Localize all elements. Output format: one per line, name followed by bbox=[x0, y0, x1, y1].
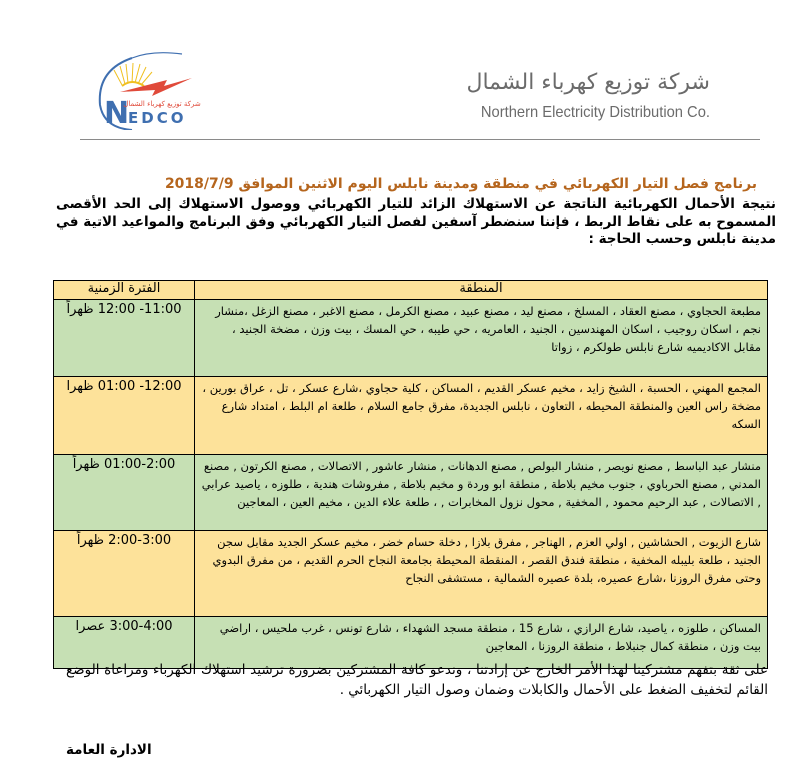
intro-paragraph: نتيجة الأحمال الكهربائية الناتجة عن الاستهلاك الزائد للتيار الكهربائي ووصول الاستهلاك إلى الحد الأقصى المسموح به على نقاط الربط ، فإننا سنضطر آسفين لفصل التيار الكهربائي وفق البرنامج والمواعيد الاتية في مدينة نابلس وحسب الحاجة : bbox=[56, 196, 776, 247]
table-header-row bbox=[54, 281, 768, 300]
document-title: برنامج فصل التيار الكهربائي في منطقة ومدينة نابلس اليوم الاثنين الموافق 2018/7/9 bbox=[164, 176, 758, 192]
time-cell: 01:00-2:00 ظهراً bbox=[54, 455, 195, 531]
company-name-arabic: شركة توزيع كهرباء الشمال bbox=[466, 70, 710, 95]
header-area: المنطقة bbox=[195, 281, 768, 300]
table-row bbox=[54, 300, 768, 377]
svg-text:EDCO: EDCO bbox=[128, 109, 187, 127]
sun-and-lightning-logo-icon bbox=[92, 50, 227, 130]
area-cell: شارع الزيوت , الحشاشين , اولي العزم , الهناجر , مفرق بلازا , دخلة حسام خضر ، مخيم عسكر الجديد مقابل سجن الجنيد ، طلعة بليبله المخفية ، منطقة فندق القصر ، المنقطة المحيطة بجامعة النجاح الحرم القديم ، من مفرق البدوي وحتى مفرق الروزنا ،شارع عصيره، بلدة عصيره الشمالية ، مستشفى النجاح bbox=[195, 531, 768, 617]
time-cell: 2:00-3:00 ظهراً bbox=[54, 531, 195, 617]
area-cell: المساكن ، طلوزه ، ياصيد، شارع الرازي ، شارع 15 ، منطقة مسجد الشهداء ، شارع تونس ، غرب ملحيس ، اراضي بيت وزن ، منطقة كمال جنبلاط ، منطقة الروزنا ، المعاجين bbox=[195, 617, 768, 669]
nedco-logo bbox=[92, 50, 227, 130]
table-row bbox=[54, 455, 768, 531]
time-cell: 3:00-4:00 عصرا bbox=[54, 617, 195, 669]
company-name-english: Northern Electricity Distribution Co. bbox=[480, 104, 710, 121]
time-cell: 12:00- 01:00 ظهرا bbox=[54, 377, 195, 455]
letterhead bbox=[80, 40, 760, 140]
svg-text:N: N bbox=[104, 96, 130, 130]
area-cell: مطبعة الحجاوي ، مصنع العقاد ، المسلخ ، مصنع ليد ، مصنع عبيد ، مصنع الكرمل ، مصنع الاغبر ، مصنع الزغل ،منشار نجم ، اسكان روجيب ، اسكان المهندسين ، الجنيد ، العامريه ، حي طيبه ، حي المسك ، بيت وزن ، مضخة الجنيد ، مقابل الاكاديميه شارع نابلس طولكرم ، زواتا bbox=[195, 300, 768, 377]
table-row bbox=[54, 377, 768, 455]
area-cell: منشار عبد الباسط , مصنع نويصر , منشار البولص , مصنع الدهانات , منشار عاشور , الاتصالات , مصنع الكرتون , مصنع المدني , مصنع الحرباوي ، جنوب مخيم بلاطة , منطقة ابو وردة و مخيم بلاطة , مفروشات هندية ، طلوزه ، ياصيد عرابي , الاتصالات , عبد الرحيم محمود , المخفية , محول نزول المخابرات , ، طلعة علاء الدين ، مخيم العين ، المعاجين bbox=[195, 455, 768, 531]
header-divider bbox=[80, 139, 760, 140]
closing-paragraph: على ثقة بتفهم مشتركينا لهذا الأمر الخارج عن إرادتنا ، وندعو كافة المشتركين بضرورة ترشيد استهلاك الكهرباء ومراعاة الوضع القائم لتخفيف الضغط على الأحمال والكابلات وضمان وصول التيار الكهربائي . bbox=[66, 662, 768, 698]
area-cell: المجمع المهني ، الحسبة ، الشيخ زايد ، مخيم عسكر القديم ، المساكن ، كلية حجاوي ،شارع عسكر ، تل ، عراق بورين ، مضخة راس العين والمنطقة المحيطه ، التعاون ، نابلس الجديدة، مفرق جامع السلام ، طلعة ام البلط ، امتداد شارع السكه bbox=[195, 377, 768, 455]
header-time: الفترة الزمنية bbox=[54, 281, 195, 300]
table-row bbox=[54, 531, 768, 617]
svg-text:شركة توزيع كهرباء الشمال: شركة توزيع كهرباء الشمال bbox=[123, 100, 201, 108]
time-cell: 11:00- 12:00 ظهراً bbox=[54, 300, 195, 377]
outage-schedule-table bbox=[53, 280, 768, 669]
signature: الادارة العامة bbox=[66, 742, 152, 758]
